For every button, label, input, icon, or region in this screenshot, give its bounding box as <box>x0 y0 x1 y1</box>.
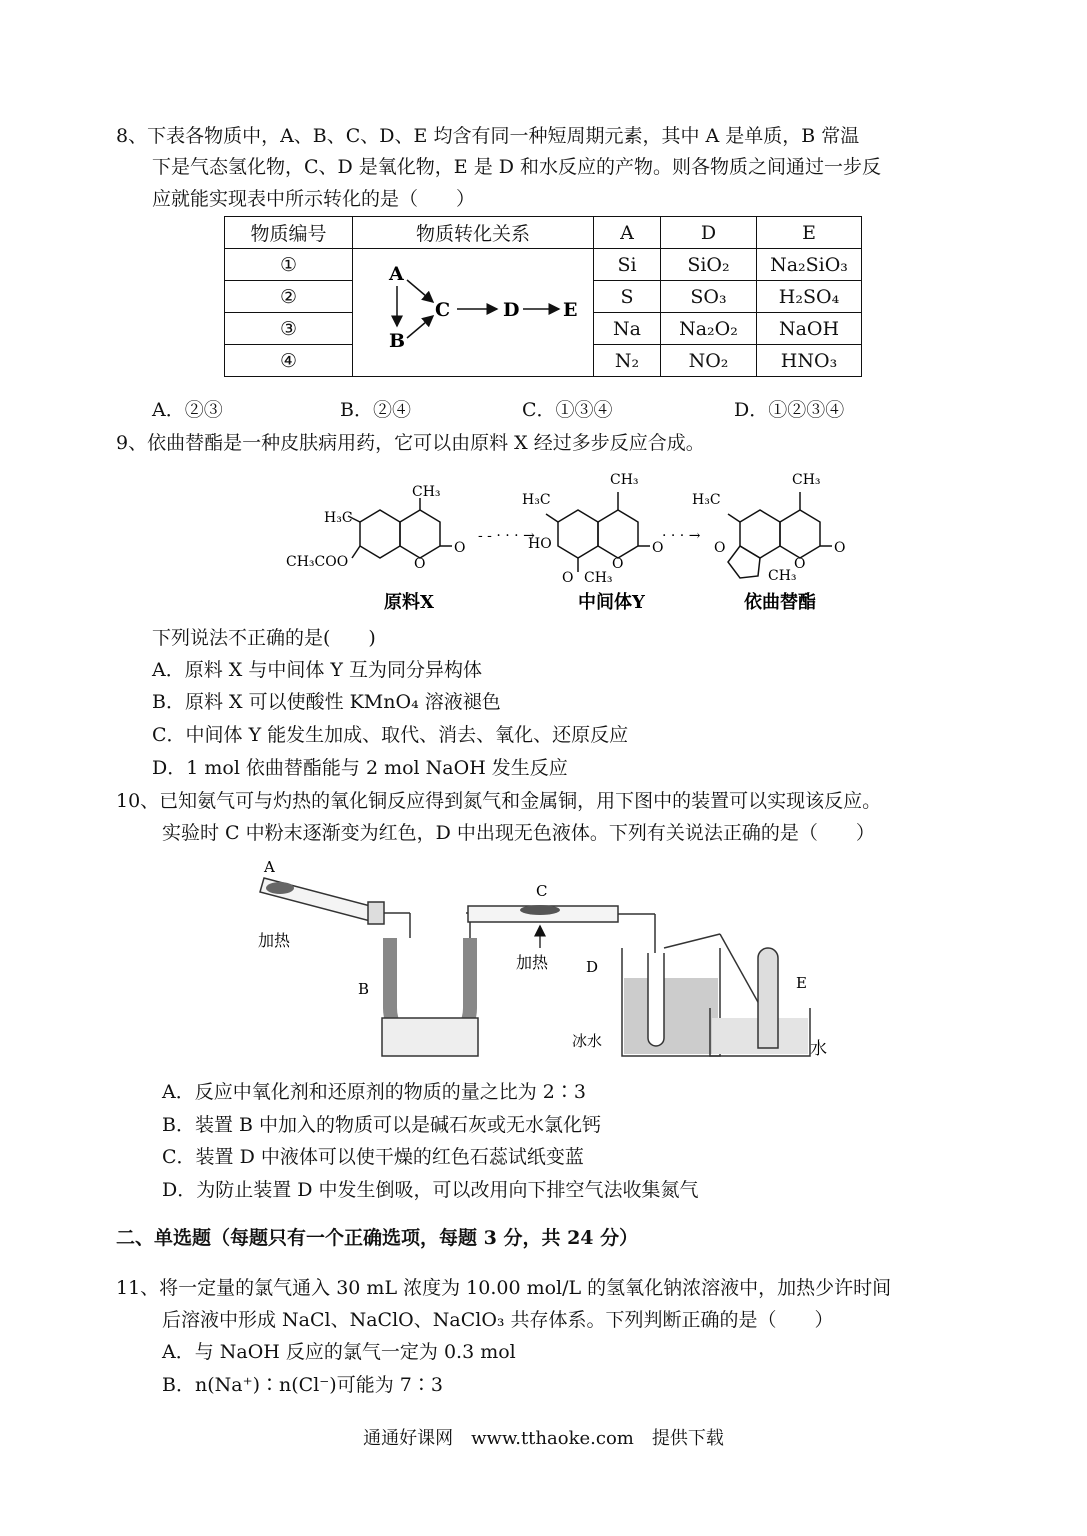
label-y: 中间体Y <box>578 592 645 613</box>
header-a: A <box>594 217 661 249</box>
row-e: H₂SO₄ <box>757 281 862 313</box>
header-d: D <box>661 217 757 249</box>
x-ch3: CH₃ <box>412 484 441 500</box>
q11-option-a: A．与 NaOH 反应的氯气一定为 0.3 mol <box>162 1341 516 1363</box>
q8-line1: 8、下表各物质中，A、B、C、D、E 均含有同一种短周期元素，其中 A 是单质，B 常温 <box>116 125 860 147</box>
q11-line1: 11、将一定量的氯气通入 30 mL 浓度为 10.00 mol/L 的氢氧化钠浓溶液中，加热少许时间 <box>116 1277 892 1299</box>
stopper-a <box>368 902 384 924</box>
x-ch3coo: CH₃COO <box>286 554 349 570</box>
y-carbonyl-o: O <box>652 540 664 556</box>
q8-option-b: B．②④ <box>340 399 411 421</box>
label-x: 原料X <box>384 592 434 613</box>
row-d: SO₃ <box>661 281 757 313</box>
gas-tube-e <box>758 948 778 1048</box>
section-2-heading: 二、单选题（每题只有一个正确选项，每题 3 分，共 24 分） <box>116 1227 639 1249</box>
row-e: Na₂SiO₃ <box>757 249 862 281</box>
tube-d <box>648 953 664 1046</box>
z-ch3-top: CH₃ <box>792 472 821 488</box>
rel-a: A <box>389 263 404 285</box>
row-no: ① <box>225 249 353 281</box>
row-d: Na₂O₂ <box>661 313 757 345</box>
z-furan-o: O <box>714 540 726 556</box>
stand-block <box>382 1018 478 1056</box>
label-heat-1: 加热 <box>258 931 291 950</box>
table-row <box>225 249 862 281</box>
q10-line2: 实验时 C 中粉末逐渐变为红色，D 中出现无色液体。下列有关说法正确的是（ ） <box>162 822 875 844</box>
reagent-c <box>520 905 560 915</box>
q9-option-d: D．1 mol 依曲替酯能与 2 mol NaOH 发生反应 <box>152 757 568 779</box>
q10-option-d: D．为防止装置 D 中发生倒吸，可以改用向下排空气法收集氮气 <box>162 1179 699 1201</box>
q9-structures <box>286 462 860 622</box>
z-ring-o: O <box>794 556 806 572</box>
q10-line1: 10、已知氨气可与灼热的氧化铜反应得到氮气和金属铜，用下图中的装置可以实现该反应。 <box>116 790 882 812</box>
relation-cell <box>353 249 594 377</box>
z-h3c: H₃C <box>692 492 721 508</box>
y-ring-o: O <box>612 556 624 572</box>
rel-b: B <box>389 330 406 352</box>
header-no: 物质编号 <box>225 217 353 249</box>
footer: 通通好课网 www.tthaoke.com 提供下载 <box>363 1428 724 1449</box>
q8-option-d: D．①②③④ <box>734 399 845 421</box>
structure-z <box>728 492 832 578</box>
q9-option-c: C．中间体 Y 能发生加成、取代、消去、氧化、还原反应 <box>152 724 629 746</box>
row-d: NO₂ <box>661 345 757 377</box>
q11-line2: 后溶液中形成 NaCl、NaClO、NaClO₃ 共存体系。下列判断正确的是（ ） <box>162 1309 834 1331</box>
q9-option-a: A．原料 X 与中间体 Y 互为同分异构体 <box>152 659 482 681</box>
relation-diagram <box>373 250 578 370</box>
arrow-b-c <box>407 316 433 338</box>
y-acyl-o: O <box>562 570 574 586</box>
table-header-row <box>225 217 862 249</box>
row-a: Si <box>594 249 661 281</box>
row-a: N₂ <box>594 345 661 377</box>
q10-option-b: B．装置 B 中加入的物质可以是碱石灰或无水氯化钙 <box>162 1114 602 1136</box>
label-a: A <box>264 858 275 876</box>
structure-x <box>348 498 452 558</box>
z-carbonyl-o: O <box>834 540 846 556</box>
label-heat-2: 加热 <box>516 953 549 972</box>
label-c: C <box>536 882 548 900</box>
q8-option-a: A．②③ <box>152 399 223 421</box>
row-no: ③ <box>225 313 353 345</box>
label-b: B <box>358 980 370 998</box>
arrow-a-c <box>407 280 433 302</box>
q8-option-c: C．①③④ <box>522 399 613 421</box>
q9-stem: 9、依曲替酯是一种皮肤病用药，它可以由原料 X 经过多步反应合成。 <box>116 432 705 454</box>
row-no: ④ <box>225 345 353 377</box>
x-h3c: H₃C <box>324 510 353 526</box>
y-h3c: H₃C <box>522 492 551 508</box>
q10-option-c: C．装置 D 中液体可以使干燥的红色石蕊试纸变蓝 <box>162 1146 584 1168</box>
q9-option-b: B．原料 X 可以使酸性 KMnO₄ 溶液褪色 <box>152 691 501 713</box>
label-z: 依曲替酯 <box>744 592 816 613</box>
arrow-dots-1: - - · · · → <box>478 528 535 544</box>
q10-apparatus <box>250 858 840 1068</box>
header-relation: 物质转化关系 <box>353 217 594 249</box>
q8-table <box>224 216 862 377</box>
q8-line2: 下是气态氢化物，C、D 是氧化物，E 是 D 和水反应的产物。则各物质之间通过一步反 <box>152 156 882 178</box>
x-carbonyl-o: O <box>454 540 466 556</box>
label-d: D <box>586 958 599 976</box>
row-e: NaOH <box>757 313 862 345</box>
q11-option-b: B．n(Na⁺)∶n(Cl⁻)可能为 7∶3 <box>162 1374 443 1396</box>
q8-line3: 应就能实现表中所示转化的是（ ） <box>152 188 476 210</box>
label-e: E <box>796 974 807 992</box>
row-no: ② <box>225 281 353 313</box>
z-ch3-bottom: CH₃ <box>768 568 797 584</box>
reagent-a <box>266 882 294 894</box>
arrow-dots-2: · · · → <box>662 528 701 544</box>
rel-c: C <box>435 299 451 321</box>
y-ch3-top: CH₃ <box>610 472 639 488</box>
q9-question: 下列说法不正确的是( ) <box>152 627 376 649</box>
ice-water <box>624 978 718 1054</box>
row-d: SiO₂ <box>661 249 757 281</box>
y-acyl-ch3: CH₃ <box>584 570 613 586</box>
structure-y <box>546 492 650 572</box>
label-ice-water: 冰水 <box>572 1032 603 1050</box>
q10-option-a: A．反应中氧化剂和还原剂的物质的量之比为 2∶3 <box>162 1081 586 1103</box>
label-water: 水 <box>810 1039 827 1059</box>
rel-e: E <box>563 299 578 321</box>
y-ho: HO <box>528 536 552 552</box>
header-e: E <box>757 217 862 249</box>
row-e: HNO₃ <box>757 345 862 377</box>
rel-d: D <box>503 299 520 321</box>
row-a: Na <box>594 313 661 345</box>
row-a: S <box>594 281 661 313</box>
x-ring-o: O <box>414 556 426 572</box>
